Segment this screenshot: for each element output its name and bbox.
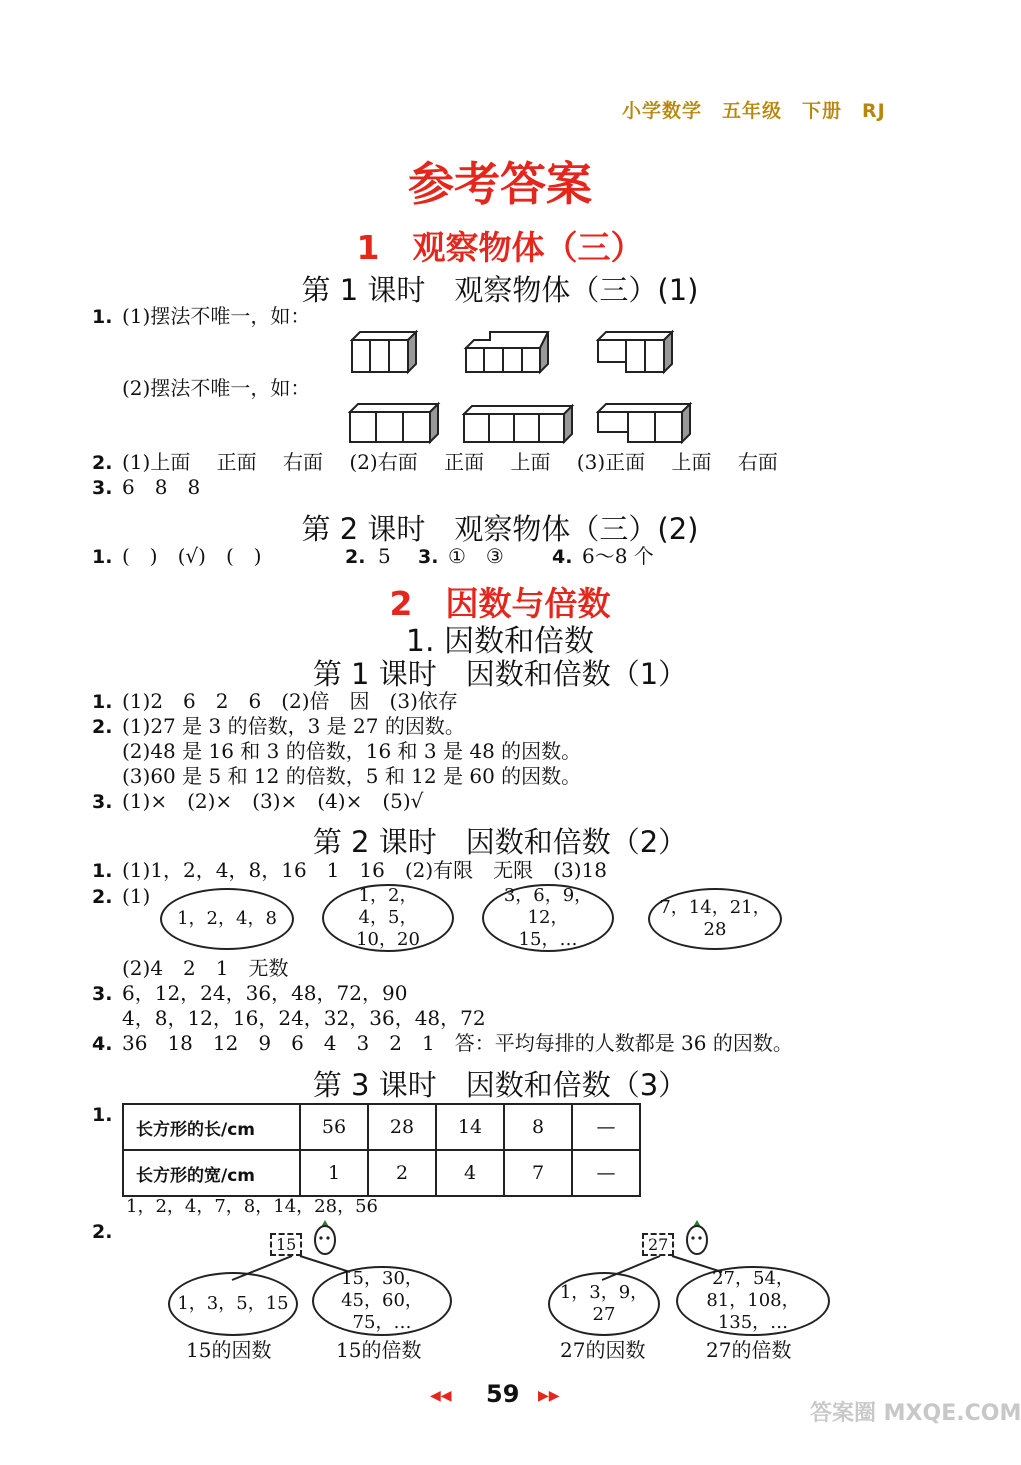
table-row-head: 长方形的长/cm bbox=[123, 1104, 300, 1150]
oval-multiples-15: 15，30，45，60，75，… bbox=[312, 1266, 452, 1336]
u2l3-q1-line: 1，2，4，7，8，14，28，56 bbox=[126, 1196, 378, 1217]
oval-multiples-7: 7，14，21，28 bbox=[648, 888, 782, 950]
u1l2-q1: ( ) (√) ( ) bbox=[122, 544, 262, 568]
u1l2-q2-num: 2. bbox=[345, 546, 366, 568]
u2l2-q3-a: 6，12，24，36，48，72，90 bbox=[122, 981, 408, 1005]
unit2-section-title: 1. 因数和倍数 bbox=[405, 624, 595, 659]
tag-15: 15 bbox=[270, 1233, 302, 1256]
u1l1-q1-a: (1)摆法不唯一，如： bbox=[122, 304, 311, 328]
u1l1-q2-num: 2. bbox=[92, 452, 113, 474]
u2l3-q1-num: 1. bbox=[92, 1104, 113, 1126]
oval-multiples-3: 3，6，9，12，15，… bbox=[482, 884, 614, 952]
watermark: 答案圈 MXQE.COM bbox=[810, 1401, 1021, 1426]
u1l1-q1-num: 1. bbox=[92, 306, 113, 328]
u2l2-q3-b: 4，8，12，16，24，32，36，48，72 bbox=[122, 1006, 486, 1030]
table-cell: — bbox=[572, 1104, 640, 1150]
table-cell: — bbox=[572, 1150, 640, 1196]
u2l1-q3: (1)× (2)× (3)× (4)× (5)√ bbox=[122, 789, 424, 813]
unit2-title: 2 因数与倍数 bbox=[389, 584, 611, 623]
u2l1-q2-c: (3)60 是 5 和 12 的倍数，5 和 12 是 60 的因数。 bbox=[122, 764, 582, 788]
u2l2-q3-num: 3. bbox=[92, 983, 113, 1005]
u1l1-q1-b: (2)摆法不唯一，如： bbox=[122, 376, 311, 400]
unit1-lesson1-title: 第 1 课时 观察物体（三）(1) bbox=[301, 273, 699, 307]
prev-arrows-icon: ◀◀ bbox=[430, 1388, 452, 1404]
u2l2-q4: 36 18 12 9 6 4 3 2 1 答：平均每排的人数都是 36 的因数。 bbox=[122, 1031, 793, 1055]
u2l1-q1-num: 1. bbox=[92, 691, 113, 713]
next-arrows-icon: ▶▶ bbox=[538, 1388, 560, 1404]
label-factors-15: 15的因数 bbox=[186, 1338, 272, 1362]
unit2-lesson1-title: 第 1 课时 因数和倍数（1） bbox=[312, 657, 688, 691]
oval-factors-8: 1，2，4，8 bbox=[160, 888, 294, 950]
carrot-mascot-icon bbox=[312, 1218, 338, 1256]
book-header: 小学数学 五年级 下册 RJ bbox=[622, 100, 886, 122]
oval-factors-27: 1，3，9，27 bbox=[548, 1272, 660, 1336]
u2l3-q2-num: 2. bbox=[92, 1221, 113, 1243]
u2l1-q2-b: (2)48 是 16 和 3 的倍数，16 和 3 是 48 的因数。 bbox=[122, 739, 582, 763]
table-row-head: 长方形的宽/cm bbox=[123, 1150, 300, 1196]
u2l1-q2-a: (1)27 是 3 的倍数，3 是 27 的因数。 bbox=[122, 714, 465, 738]
u2l1-q2-num: 2. bbox=[92, 716, 113, 738]
page-number: 59 bbox=[486, 1380, 520, 1408]
unit1-title: 1 观察物体（三） bbox=[356, 228, 644, 267]
table-cell: 28 bbox=[368, 1104, 436, 1150]
u1l1-q2: (1)上面 正面 右面 (2)右面 正面 上面 (3)正面 上面 右面 bbox=[122, 450, 778, 474]
unit1-lesson2-title: 第 2 课时 观察物体（三）(2) bbox=[301, 512, 699, 546]
tag-27: 27 bbox=[642, 1233, 674, 1256]
u2l1-q3-num: 3. bbox=[92, 791, 113, 813]
label-multiples-15: 15的倍数 bbox=[336, 1338, 422, 1362]
u1l2-q3: ① ③ bbox=[448, 544, 504, 568]
table-cell: 56 bbox=[300, 1104, 368, 1150]
oval-factors-15: 1，3，5，15 bbox=[168, 1272, 298, 1336]
label-multiples-27: 27的倍数 bbox=[706, 1338, 792, 1362]
oval-factors-20: 1，2，4，5，10，20 bbox=[322, 884, 454, 952]
u2l2-q1: (1)1，2，4，8，16 1 16 (2)有限 无限 (3)18 bbox=[122, 858, 607, 882]
table-cell: 7 bbox=[504, 1150, 572, 1196]
u1l1-q3-num: 3. bbox=[92, 477, 113, 499]
carrot-mascot-icon bbox=[684, 1218, 710, 1256]
label-factors-27: 27的因数 bbox=[560, 1338, 646, 1362]
u2l2-q1-num: 1. bbox=[92, 860, 113, 882]
u1l1-q3: 6 8 8 bbox=[122, 475, 201, 499]
u1l2-q3-num: 3. bbox=[418, 546, 439, 568]
u2l2-q2-num: 2. bbox=[92, 886, 113, 908]
u1l2-q2: 5 bbox=[378, 544, 391, 568]
table-cell: 8 bbox=[504, 1104, 572, 1150]
u1l2-q1-num: 1. bbox=[92, 546, 113, 568]
u2l2-q2-b: (2)4 2 1 无数 bbox=[122, 956, 289, 980]
table-cell: 2 bbox=[368, 1150, 436, 1196]
page-title: 参考答案 bbox=[408, 157, 592, 211]
u2l1-q1: (1)2 6 2 6 (2)倍 因 (3)依存 bbox=[122, 689, 458, 713]
table-cell: 4 bbox=[436, 1150, 504, 1196]
u1l2-q4-num: 4. bbox=[552, 546, 573, 568]
table-cell: 14 bbox=[436, 1104, 504, 1150]
oval-multiples-27: 27，54，81，108，135，… bbox=[676, 1266, 830, 1336]
u1l2-q4: 6～8 个 bbox=[582, 544, 654, 568]
unit2-lesson2-title: 第 2 课时 因数和倍数（2） bbox=[312, 825, 688, 859]
u2l2-q2-a: (1) bbox=[122, 884, 151, 908]
unit2-lesson3-title: 第 3 课时 因数和倍数（3） bbox=[312, 1068, 688, 1102]
u2l2-q4-num: 4. bbox=[92, 1033, 113, 1055]
table-cell: 1 bbox=[300, 1150, 368, 1196]
